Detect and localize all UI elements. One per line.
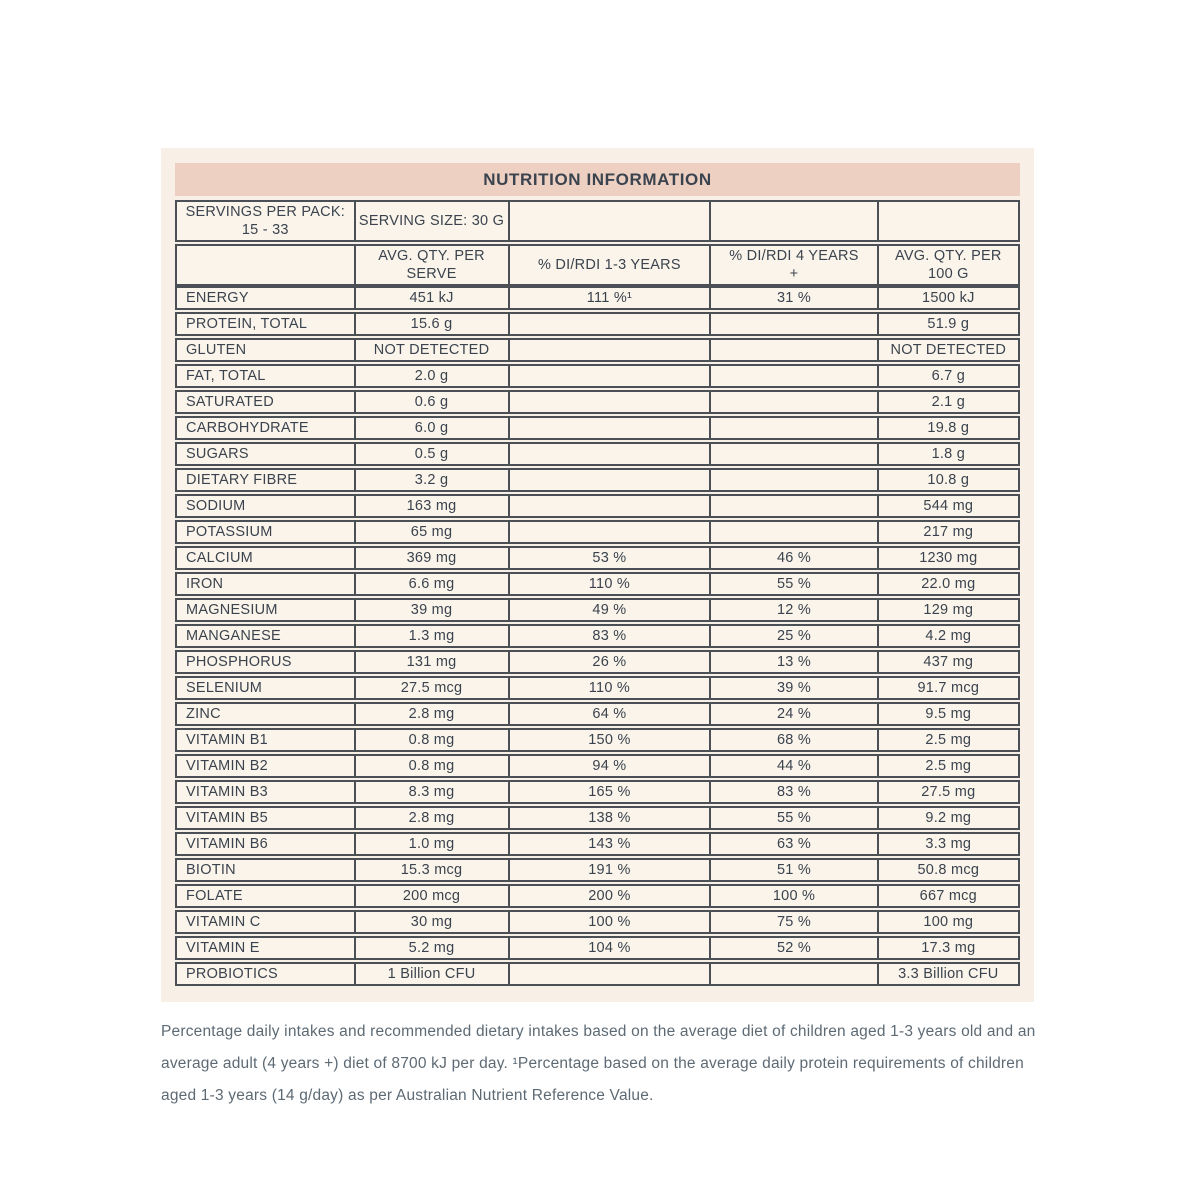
qty-per-100g: 667 mcg [877, 886, 1018, 906]
qty-per-serve: 1.0 mg [354, 834, 508, 854]
di-rdi-1-3-value: 165 % [508, 782, 710, 802]
di-rdi-4plus-value: 52 % [709, 938, 876, 958]
nutrient-name: VITAMIN B3 [186, 783, 268, 800]
di-rdi-4plus-value: 39 % [709, 678, 876, 698]
di-rdi-4plus-value: 24 % [709, 704, 876, 724]
column-header-row [175, 244, 1020, 286]
nutrition-panel [161, 148, 1034, 1002]
nutrient-name: MANGANESE [186, 627, 281, 644]
table-row [175, 780, 1020, 804]
qty-per-serve: 30 mg [354, 912, 508, 932]
di-rdi-1-3-value [508, 314, 710, 334]
qty-per-serve: 5.2 mg [354, 938, 508, 958]
nutrient-name: ENERGY [186, 289, 249, 306]
nutrient-name: ZINC [186, 705, 221, 722]
qty-per-serve: 131 mg [354, 652, 508, 672]
di-rdi-4plus-value: 12 % [709, 600, 876, 620]
panel-title-band [175, 163, 1020, 196]
qty-per-100g: 50.8 mcg [877, 860, 1018, 880]
nutrient-name: SELENIUM [186, 679, 263, 696]
table-row [175, 286, 1020, 310]
table-row [175, 494, 1020, 518]
qty-per-100g: 22.0 mg [877, 574, 1018, 594]
qty-per-100g: 544 mg [877, 496, 1018, 516]
qty-per-100g: 1500 kJ [877, 288, 1018, 308]
nutrient-rows [175, 286, 1020, 986]
table-row [175, 884, 1020, 908]
header-avg-qty-serve: AVG. QTY. PER SERVE [354, 246, 508, 284]
qty-per-serve: 27.5 mcg [354, 678, 508, 698]
servings-per-pack-label: SERVINGS PER PACK: [185, 203, 346, 220]
qty-per-serve: 2.8 mg [354, 808, 508, 828]
panel-title: NUTRITION INFORMATION [483, 169, 712, 189]
table-row [175, 338, 1020, 362]
di-rdi-1-3-value: 104 % [508, 938, 710, 958]
qty-per-serve: 2.8 mg [354, 704, 508, 724]
serving-size-cell: SERVING SIZE: 30 G [354, 202, 508, 240]
di-rdi-1-3-value [508, 418, 710, 438]
table-row [175, 910, 1020, 934]
qty-per-100g: 3.3 mg [877, 834, 1018, 854]
di-rdi-1-3-value: 110 % [508, 678, 710, 698]
qty-per-100g: 4.2 mg [877, 626, 1018, 646]
di-rdi-1-3-value [508, 366, 710, 386]
nutrient-name: BIOTIN [186, 861, 236, 878]
qty-per-100g: 19.8 g [877, 418, 1018, 438]
qty-per-100g: 1.8 g [877, 444, 1018, 464]
qty-per-serve: 163 mg [354, 496, 508, 516]
nutrient-name: PHOSPHORUS [186, 653, 292, 670]
empty-header-cell [177, 246, 354, 284]
qty-per-serve: 3.2 g [354, 470, 508, 490]
table-row [175, 364, 1020, 388]
header-di-rdi-4plus: % DI/RDI 4 YEARS + [709, 246, 876, 284]
empty-cell [877, 202, 1018, 240]
table-row [175, 702, 1020, 726]
qty-per-100g: 1230 mg [877, 548, 1018, 568]
qty-per-100g: 2.1 g [877, 392, 1018, 412]
table-row [175, 936, 1020, 960]
di-rdi-1-3-value: 143 % [508, 834, 710, 854]
di-rdi-1-3-value: 49 % [508, 600, 710, 620]
qty-per-100g: 2.5 mg [877, 730, 1018, 750]
table-row [175, 624, 1020, 648]
qty-per-serve: 1 Billion CFU [354, 964, 508, 984]
table-row [175, 806, 1020, 830]
table-row [175, 728, 1020, 752]
di-rdi-4plus-value: 44 % [709, 756, 876, 776]
di-rdi-4plus-value: 13 % [709, 652, 876, 672]
nutrient-name: VITAMIN B1 [186, 731, 268, 748]
nutrient-name: VITAMIN B2 [186, 757, 268, 774]
table-row [175, 858, 1020, 882]
nutrient-name: POTASSIUM [186, 523, 273, 540]
header-avg-qty-100g: AVG. QTY. PER 100 G [877, 246, 1018, 284]
qty-per-serve: 1.3 mg [354, 626, 508, 646]
qty-per-serve: 369 mg [354, 548, 508, 568]
table-row [175, 442, 1020, 466]
qty-per-100g: 27.5 mg [877, 782, 1018, 802]
qty-per-100g: 17.3 mg [877, 938, 1018, 958]
qty-per-serve: 200 mcg [354, 886, 508, 906]
table-row [175, 572, 1020, 596]
di-rdi-1-3-value [508, 470, 710, 490]
di-rdi-4plus-value [709, 418, 876, 438]
table-row [175, 754, 1020, 778]
nutrient-name: CARBOHYDRATE [186, 419, 309, 436]
qty-per-100g: 10.8 g [877, 470, 1018, 490]
nutrient-name: VITAMIN B5 [186, 809, 268, 826]
table-row [175, 468, 1020, 492]
table-row [175, 962, 1020, 986]
qty-per-serve: 451 kJ [354, 288, 508, 308]
qty-per-100g: 6.7 g [877, 366, 1018, 386]
table-row [175, 598, 1020, 622]
nutrient-name: GLUTEN [186, 341, 247, 358]
di-rdi-4plus-value [709, 496, 876, 516]
servings-per-pack-value: 15 - 33 [241, 222, 289, 238]
qty-per-100g: 2.5 mg [877, 756, 1018, 776]
qty-per-100g: 51.9 g [877, 314, 1018, 334]
qty-per-serve: 0.6 g [354, 392, 508, 412]
qty-per-serve: 0.5 g [354, 444, 508, 464]
di-rdi-1-3-value [508, 496, 710, 516]
di-rdi-4plus-value: 100 % [709, 886, 876, 906]
di-rdi-1-3-value: 83 % [508, 626, 710, 646]
di-rdi-4plus-value: 68 % [709, 730, 876, 750]
qty-per-serve: 65 mg [354, 522, 508, 542]
servings-row [175, 200, 1020, 242]
qty-per-serve: 15.6 g [354, 314, 508, 334]
di-rdi-1-3-value [508, 444, 710, 464]
di-rdi-4plus-value [709, 366, 876, 386]
table-row [175, 832, 1020, 856]
di-rdi-4plus-value: 75 % [709, 912, 876, 932]
di-rdi-1-3-value: 200 % [508, 886, 710, 906]
table-row [175, 416, 1020, 440]
table-row [175, 650, 1020, 674]
di-rdi-1-3-value: 94 % [508, 756, 710, 776]
di-rdi-4plus-value: 63 % [709, 834, 876, 854]
di-rdi-4plus-value: 55 % [709, 808, 876, 828]
qty-per-100g: 129 mg [877, 600, 1018, 620]
di-rdi-1-3-value [508, 964, 710, 984]
nutrient-name: CALCIUM [186, 549, 254, 566]
di-rdi-1-3-value: 26 % [508, 652, 710, 672]
qty-per-100g: 9.5 mg [877, 704, 1018, 724]
qty-per-100g: 217 mg [877, 522, 1018, 542]
di-rdi-1-3-value: 53 % [508, 548, 710, 568]
di-rdi-4plus-value [709, 444, 876, 464]
qty-per-serve: 15.3 mcg [354, 860, 508, 880]
di-rdi-4plus-value [709, 314, 876, 334]
di-rdi-4plus-value [709, 522, 876, 542]
di-rdi-1-3-value: 138 % [508, 808, 710, 828]
nutrient-name: SATURATED [186, 393, 274, 410]
empty-cell [508, 202, 710, 240]
qty-per-serve: 6.0 g [354, 418, 508, 438]
nutrient-name: PROTEIN, TOTAL [186, 315, 308, 332]
qty-per-serve: 39 mg [354, 600, 508, 620]
qty-per-serve: 0.8 mg [354, 756, 508, 776]
di-rdi-4plus-value: 25 % [709, 626, 876, 646]
di-rdi-1-3-value [508, 522, 710, 542]
nutrition-table [175, 200, 1020, 986]
qty-per-serve: 0.8 mg [354, 730, 508, 750]
table-row [175, 676, 1020, 700]
di-rdi-1-3-value: 110 % [508, 574, 710, 594]
table-row [175, 390, 1020, 414]
nutrient-name: VITAMIN C [186, 913, 261, 930]
nutrient-name: SODIUM [186, 497, 246, 514]
di-rdi-4plus-value [709, 470, 876, 490]
nutrient-name: IRON [186, 575, 224, 592]
footnote: Percentage daily intakes and recommended dietary intakes based on the average diet of children aged 1-3 years old and an average adult (4 years +) diet of 8700 kJ per day. ¹Percentage based on the average daily protein requirements of children aged 1-3 years (14 g/day) as per Australian Nutrient Reference Value. [161, 1023, 1036, 1104]
qty-per-100g: NOT DETECTED [877, 340, 1018, 360]
servings-per-pack-cell [177, 202, 354, 240]
empty-cell [709, 202, 876, 240]
di-rdi-1-3-value: 150 % [508, 730, 710, 750]
di-rdi-1-3-value: 64 % [508, 704, 710, 724]
di-rdi-1-3-value: 191 % [508, 860, 710, 880]
qty-per-100g: 3.3 Billion CFU [877, 964, 1018, 984]
nutrient-name: VITAMIN B6 [186, 835, 268, 852]
nutrient-name: MAGNESIUM [186, 601, 278, 618]
di-rdi-4plus-value: 55 % [709, 574, 876, 594]
nutrient-name: FAT, TOTAL [186, 367, 266, 384]
header-di-rdi-1-3: % DI/RDI 1-3 YEARS [508, 246, 710, 284]
qty-per-100g: 91.7 mcg [877, 678, 1018, 698]
di-rdi-1-3-value: 111 %¹ [508, 288, 710, 308]
nutrient-name: VITAMIN E [186, 939, 260, 956]
qty-per-serve: 2.0 g [354, 366, 508, 386]
nutrient-name: FOLATE [186, 887, 243, 904]
di-rdi-4plus-value: 83 % [709, 782, 876, 802]
nutrient-name: PROBIOTICS [186, 965, 278, 982]
di-rdi-4plus-value: 46 % [709, 548, 876, 568]
di-rdi-1-3-value [508, 392, 710, 412]
table-row [175, 546, 1020, 570]
di-rdi-1-3-value: 100 % [508, 912, 710, 932]
table-row [175, 312, 1020, 336]
nutrient-name: DIETARY FIBRE [186, 471, 298, 488]
qty-per-100g: 437 mg [877, 652, 1018, 672]
di-rdi-4plus-value: 51 % [709, 860, 876, 880]
nutrient-name: SUGARS [186, 445, 249, 462]
qty-per-serve: 6.6 mg [354, 574, 508, 594]
di-rdi-4plus-value [709, 392, 876, 412]
qty-per-serve: NOT DETECTED [354, 340, 508, 360]
di-rdi-4plus-value [709, 340, 876, 360]
qty-per-100g: 9.2 mg [877, 808, 1018, 828]
di-rdi-4plus-value [709, 964, 876, 984]
di-rdi-1-3-value [508, 340, 710, 360]
table-row [175, 520, 1020, 544]
qty-per-100g: 100 mg [877, 912, 1018, 932]
di-rdi-4plus-value: 31 % [709, 288, 876, 308]
qty-per-serve: 8.3 mg [354, 782, 508, 802]
